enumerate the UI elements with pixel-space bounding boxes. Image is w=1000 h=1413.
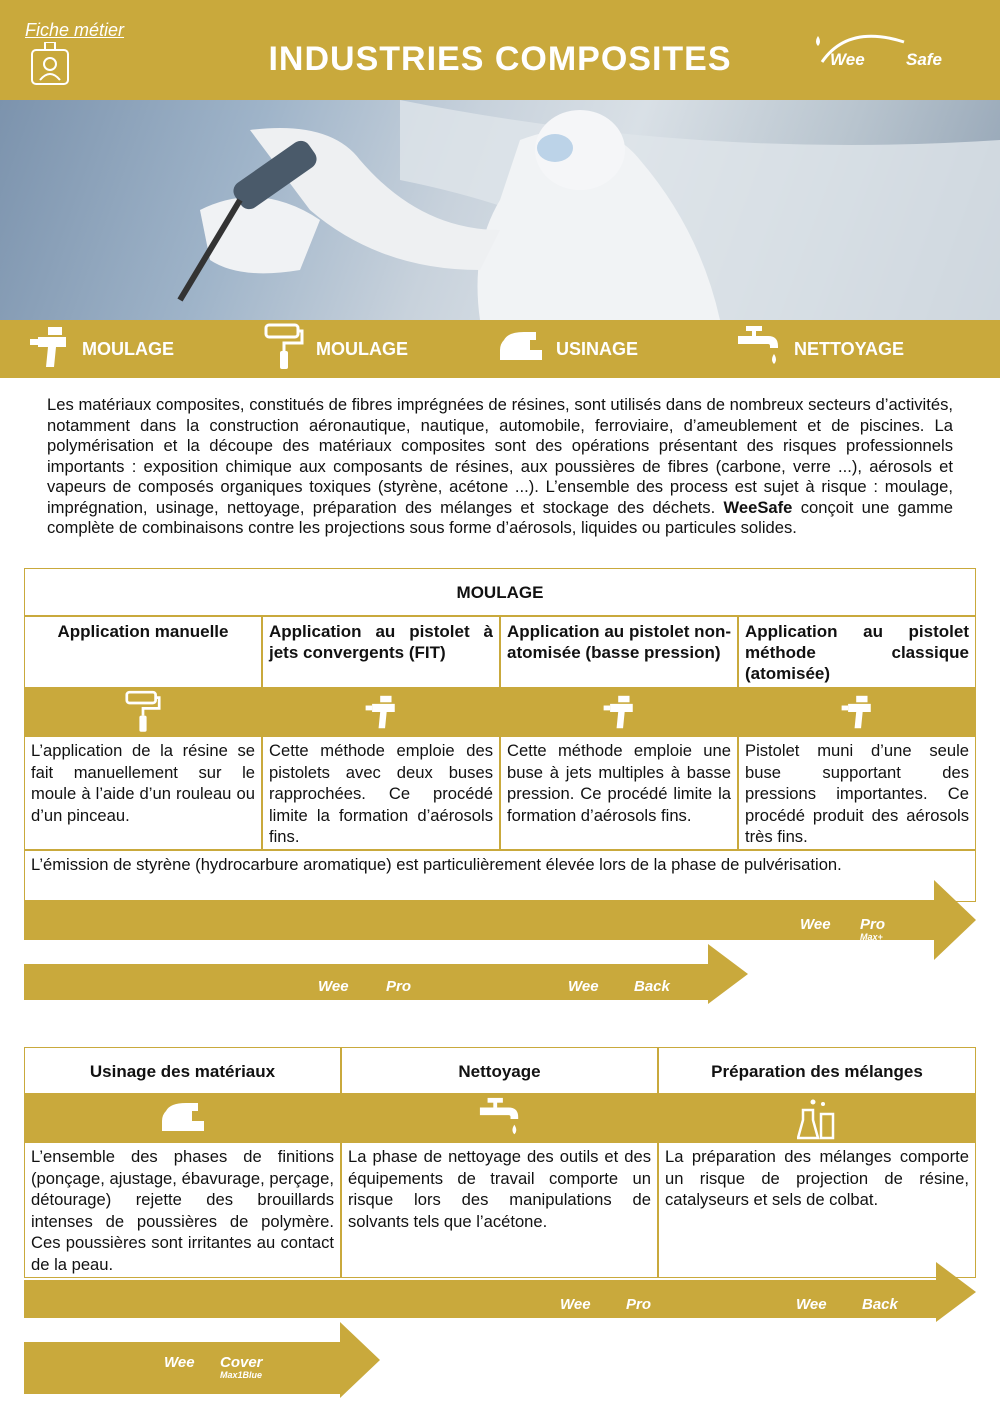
brand-max1blue: Max1Blue <box>220 1370 263 1380</box>
brand-wee: Wee <box>318 978 349 995</box>
process-label: MOULAGE <box>316 338 408 359</box>
other-text-3: La préparation des mélanges comporte un risque de projection de résine, catalyseurs et sels de colbat. <box>658 1142 976 1278</box>
moulage-header-2: Application au pistolet à jets convergents (FIT) <box>262 616 500 688</box>
moulage-header-3: Application au pistolet non-atomisée (basse pression) <box>500 616 738 688</box>
process-label: MOULAGE <box>82 338 174 359</box>
spray-gun-icon <box>500 688 738 736</box>
spray-gun-icon <box>262 688 500 736</box>
faucet-icon <box>736 324 794 375</box>
other-text-2: La phase de nettoyage des outils et des équipements de travail comporte un risque lors des manipulations de solvants tels que l’acétone. <box>341 1142 658 1278</box>
brand-wee: Wee <box>800 916 831 933</box>
process-item-usinage <box>498 320 638 378</box>
brand-wee: Wee <box>164 1354 195 1371</box>
protection-arrow-3 <box>24 1262 976 1327</box>
spray-gun-icon <box>738 688 976 736</box>
intro-text-after: conçoit une gamme complète de combinaisons contre les projections sous forme d’aérosols, liquides ou particules solides. <box>47 497 953 537</box>
paint-roller-icon <box>24 688 262 736</box>
intro-brand: WeeSafe <box>723 497 793 517</box>
protection-arrow-2 <box>24 944 748 1009</box>
page-header <box>0 0 1000 100</box>
brand-pro: Pro <box>626 1296 652 1313</box>
process-item-nettoyage <box>736 320 904 378</box>
sander-icon <box>24 1094 341 1142</box>
faucet-icon <box>341 1094 658 1142</box>
brand-cover: Cover <box>220 1354 263 1371</box>
protection-arrow-4 <box>24 1322 380 1403</box>
brand-wee: Wee <box>568 978 599 995</box>
spray-gun-icon <box>28 325 82 374</box>
brand-back: Back <box>862 1296 898 1313</box>
brand-pro: Pro <box>386 978 412 995</box>
moulage-text-2: Cette méthode emploie des pistolets avec deux buses rapprochées. Ce procédé limite la formation d’aérosols fins. <box>262 736 500 850</box>
brand-wee: Wee <box>560 1296 591 1313</box>
other-text-1: L’ensemble des phases de finitions (ponçage, ajustage, ébavurage, perçage, détourage) rejette des brouillards intenses de poussières de polymère. Ces poussières sont irritantes au contact de la peau. <box>24 1142 341 1278</box>
brand-wee: Wee <box>796 1296 827 1313</box>
process-label: USINAGE <box>556 338 639 359</box>
moulage-title: MOULAGE <box>24 568 976 616</box>
brand-max-plus: Max+ <box>860 932 883 942</box>
process-label: NETTOYAGE <box>794 338 905 359</box>
brand-back: Back <box>634 978 670 995</box>
hero-photo <box>0 100 1000 320</box>
moulage-header-1: Application manuelle <box>24 616 262 688</box>
process-item-moulage-roller <box>264 320 408 378</box>
intro-paragraph <box>47 395 953 539</box>
process-item-moulage-spray <box>28 320 174 378</box>
moulage-note: L’émission de styrène (hydrocarbure aromatique) est particulièrement élevée lors de la phase de pulvérisation. <box>24 850 976 902</box>
fiche-metier-label: Fiche métier <box>25 20 125 40</box>
other-header-3: Préparation des mélanges <box>658 1047 976 1094</box>
paint-roller-icon <box>264 323 316 376</box>
weesafe-logo <box>808 28 968 77</box>
page-title: INDUSTRIES COMPOSITES <box>268 40 732 78</box>
logo-text-safe: Safe <box>906 50 942 69</box>
moulage-header-4: Application au pistolet méthode classique (atomisée) <box>738 616 976 688</box>
moulage-text-3: Cette méthode emploie une buse à jets multiples à basse pression. Ce procédé limite la formation d’aérosols fins. <box>500 736 738 850</box>
intro-text-before: Les matériaux composites, constitués de fibres imprégnées de résines, sont utilisés dans de nombreux secteurs d’activités, notamment dans la construction aéronautique, nautique, automobile, ferroviaire, d’ameublement et de piscines. La polymérisation et la découpe des matériaux composites sont des opérations présentant des risques professionnels importants : exposition chimique aux composants de résines, aux poussières de fibres (carbone, verre ...), aérosols et vapeurs de composés organiques toxiques (styrène, acétone ...). L’ensemble des process est sujet à risque : moulage, imprégnation, usinage, nettoyage, préparation des mélanges et stockage des déchets. <box>47 395 953 517</box>
moulage-text-4: Pistolet muni d’une seule buse supportant des pressions importantes. Ce procédé produit des aérosols très fins. <box>738 736 976 850</box>
other-header-2: Nettoyage <box>341 1047 658 1094</box>
other-header-1: Usinage des matériaux <box>24 1047 341 1094</box>
sander-icon <box>498 330 556 369</box>
moulage-text-1: L’application de la résine se fait manuellement sur le moule à l’aide d’un rouleau ou d’un pinceau. <box>24 736 262 850</box>
lab-flasks-icon <box>658 1094 976 1142</box>
brand-pro: Pro <box>860 916 886 933</box>
logo-text-wee: Wee <box>830 50 865 69</box>
process-bar <box>0 320 1000 378</box>
